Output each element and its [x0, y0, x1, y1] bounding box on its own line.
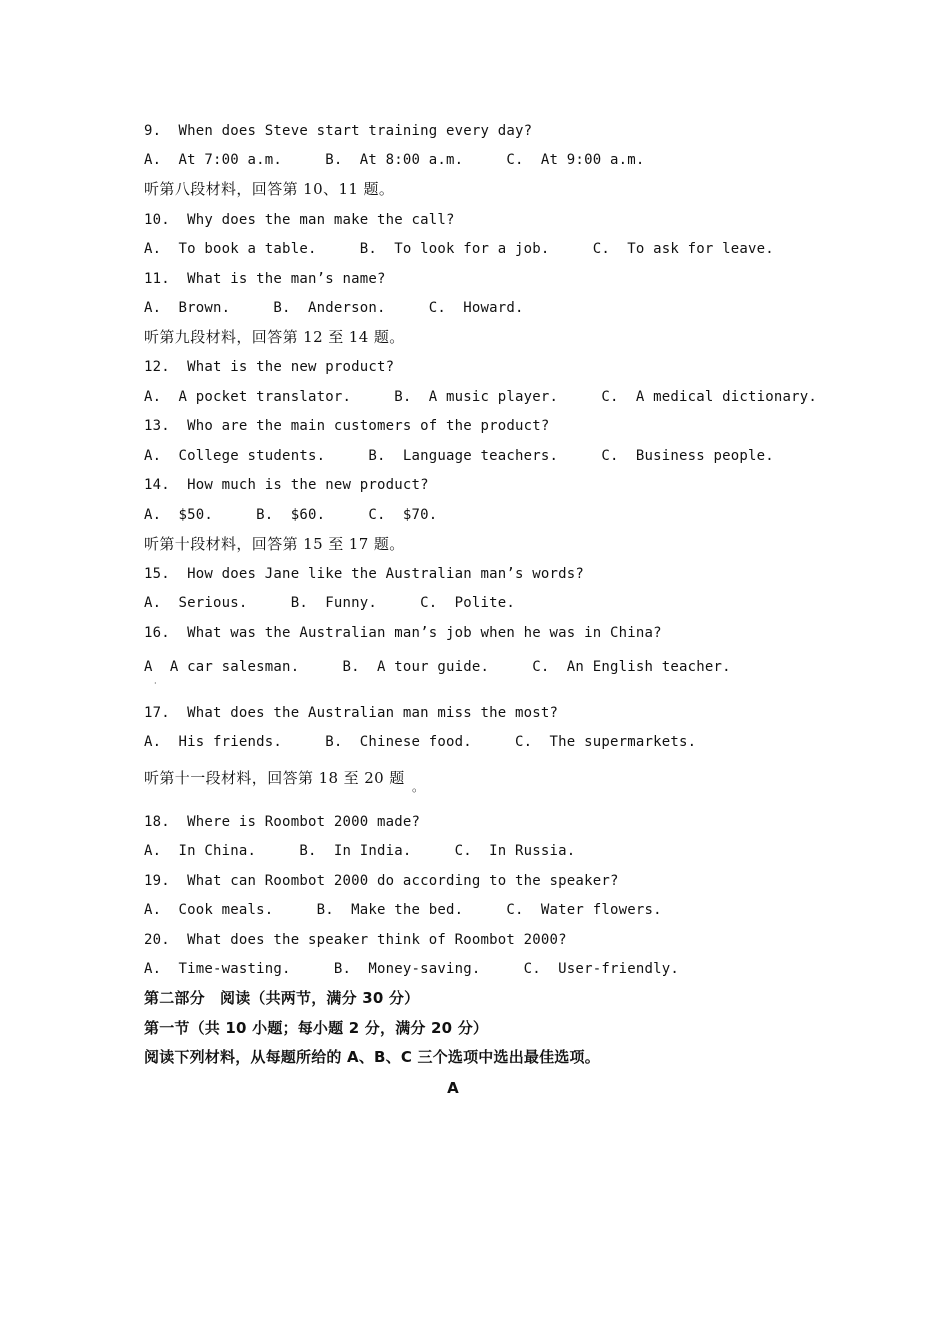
options-9: A. At 7:00 a.m. B. At 8:00 a.m. C. At 9:00 a.m. — [144, 152, 645, 168]
options-14: A. $50. B. $60. C. $70. — [144, 507, 438, 523]
options-12: A. A pocket translator. B. A music player. C. A medical dictionary. — [144, 389, 818, 405]
question-10: 10. Why does the man make the call? — [144, 212, 455, 228]
part-two-heading: 第二部分 阅读（共两节，满分 30 分） — [144, 989, 420, 1007]
reading-instructions: 阅读下列材料，从每题所给的 A、B、C 三个选项中选出最佳选项。 — [144, 1048, 600, 1066]
section-heading-11: 听第十一段材料，回答第 18 至 20 题 — [144, 769, 405, 787]
question-9: 9. When does Steve start training every day? — [144, 123, 533, 139]
question-18: 18. Where is Roombot 2000 made? — [144, 814, 421, 830]
question-12: 12. What is the new product? — [144, 359, 395, 375]
section-one-heading: 第一节（共 10 小题；每小题 2 分，满分 20 分） — [144, 1019, 489, 1037]
question-19: 19. What can Roombot 2000 do according to the speaker? — [144, 873, 619, 889]
options-18: A. In China. B. In India. C. In Russia. — [144, 843, 576, 859]
question-11: 11. What is the man’s name? — [144, 271, 386, 287]
section-heading-9: 听第九段材料，回答第 12 至 14 题。 — [144, 328, 405, 346]
trailing-period-mark: 。 — [412, 780, 425, 794]
options-10: A. To book a table. B. To look for a job. C. To ask for leave. — [144, 241, 774, 257]
question-20: 20. What does the speaker think of Roombot 2000? — [144, 932, 567, 948]
stray-dot: · — [154, 679, 157, 688]
options-20: A. Time-wasting. B. Money-saving. C. User-friendly. — [144, 961, 679, 977]
question-14: 14. How much is the new product? — [144, 477, 429, 493]
options-17: A. His friends. B. Chinese food. C. The supermarkets. — [144, 734, 697, 750]
question-16: 16. What was the Australian man’s job when he was in China? — [144, 625, 662, 641]
options-11: A. Brown. B. Anderson. C. Howard. — [144, 300, 524, 316]
section-heading-10: 听第十段材料，回答第 15 至 17 题。 — [144, 535, 405, 553]
section-heading-8: 听第八段材料，回答第 10、11 题。 — [144, 180, 395, 198]
question-17: 17. What does the Australian man miss the most? — [144, 705, 559, 721]
question-15: 15. How does Jane like the Australian man’s words? — [144, 566, 585, 582]
options-16: A A car salesman. B. A tour guide. C. An English teacher. — [144, 659, 731, 675]
passage-label-a: A — [447, 1079, 459, 1097]
options-15: A. Serious. B. Funny. C. Polite. — [144, 595, 516, 611]
question-13: 13. Who are the main customers of the product? — [144, 418, 550, 434]
options-19: A. Cook meals. B. Make the bed. C. Water flowers. — [144, 902, 662, 918]
options-13: A. College students. B. Language teachers. C. Business people. — [144, 448, 774, 464]
